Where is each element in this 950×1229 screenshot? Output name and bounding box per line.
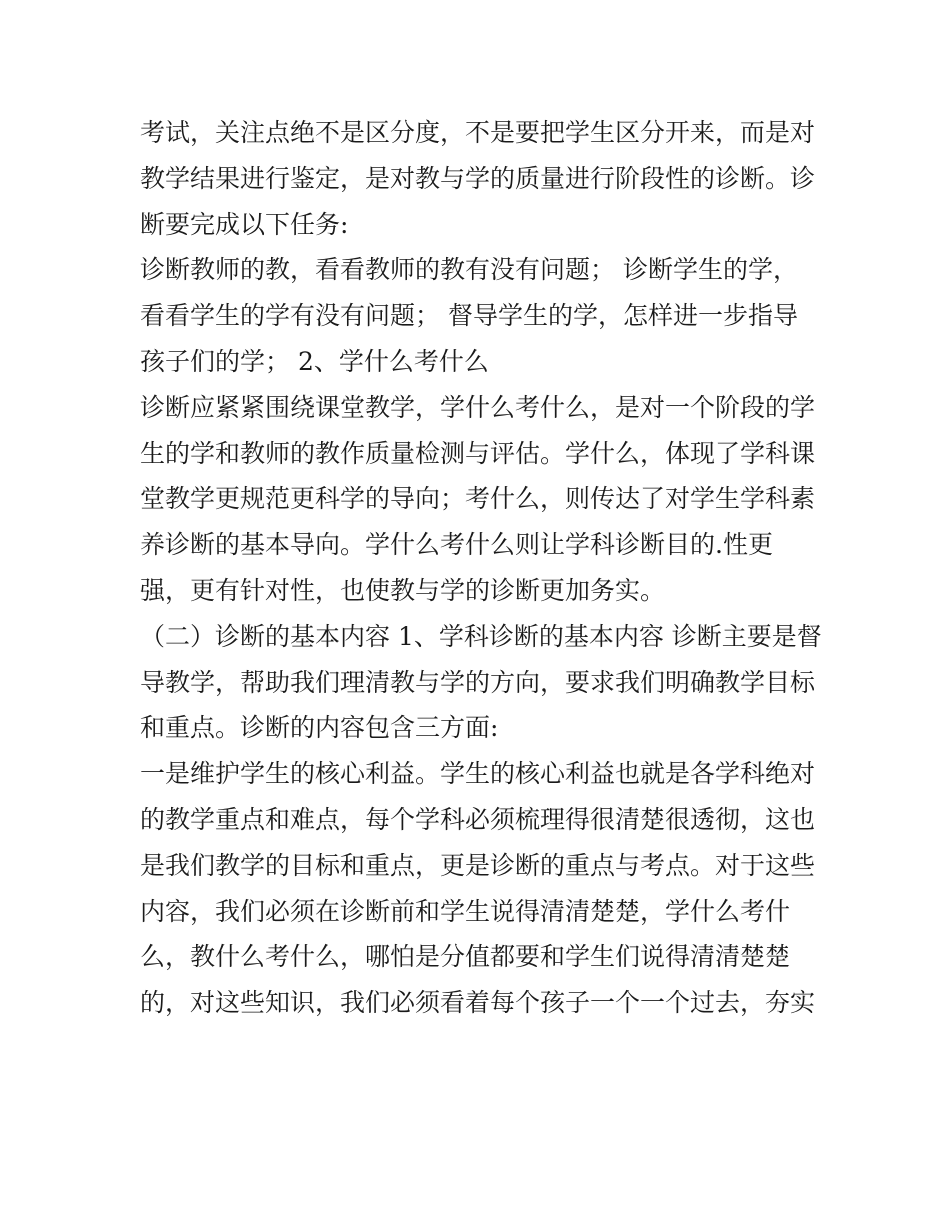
text-line: 孩子们的学； 2、学什么考什么	[140, 346, 489, 376]
text-line: 堂教学更规范更科学的导向；考什么，则传达了对学生学科素	[140, 484, 816, 514]
text-line: 断要完成以下任务:	[140, 209, 349, 239]
text-line: 么，教什么考什么，哪怕是分值都要和学生们说得清清楚楚	[140, 942, 791, 972]
text-line: 一是维护学生的核心利益。学生的核心利益也就是各学科绝对	[140, 759, 816, 789]
text-line: 看看学生的学有没有问题； 督导学生的学，怎样进一步指导	[140, 301, 798, 331]
text-line: 考试，关注点绝不是区分度，不是要把学生区分开来，而是对	[140, 118, 816, 147]
text-line: （二）诊断的基本内容 1、学科诊断的基本内容 诊断主要是督	[140, 621, 822, 651]
text-line: 教学结果进行鉴定，是对教与学的质量进行阶段性的诊断。诊	[140, 163, 816, 193]
text-line: 诊断应紧紧围绕课堂教学，学什么考什么，是对一个阶段的学	[140, 392, 816, 422]
text-line: 导教学，帮助我们理清教与学的方向，要求我们明确教学目标	[140, 667, 816, 697]
text-line: 养诊断的基本导向。学什么考什么则让学科诊断目的.性更	[140, 530, 773, 560]
text-line: 的教学重点和难点，每个学科必须梳理得很清楚很透彻，这也	[140, 804, 816, 834]
text-line: 内容，我们必须在诊断前和学生说得清清楚楚，学什么考什	[140, 896, 791, 926]
text-line: 和重点。诊断的内容包含三方面:	[140, 713, 499, 743]
text-line: 是我们教学的目标和重点，更是诊断的重点与考点。对于这些	[140, 850, 816, 880]
text-line: 强，更有针对性，也使教与学的诊断更加务实。	[140, 575, 666, 605]
text-line: 诊断教师的教，看看教师的教有没有问题； 诊断学生的学，	[140, 255, 798, 285]
body-text	[140, 110, 820, 1026]
text-line: 生的学和教师的教作质量检测与评估。学什么，体现了学科课	[140, 438, 816, 468]
text-line: 的，对这些知识，我们必须看着每个孩子一个一个过去，夯实	[140, 988, 816, 1018]
